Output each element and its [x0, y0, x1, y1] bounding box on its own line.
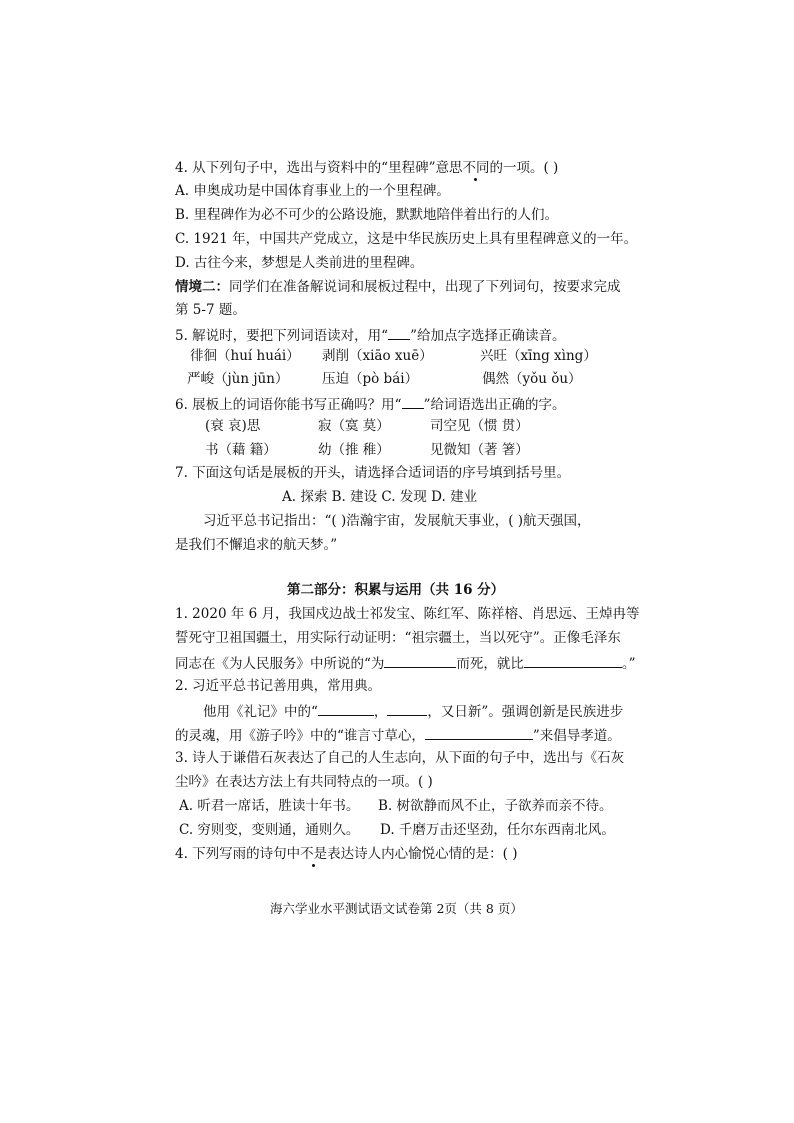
q5-stem: 5. 解说时，要把下列词语读对，用“ ”给加点字选择正确读音。	[175, 325, 565, 345]
p2-q4-emphasis: 不是	[300, 846, 328, 862]
answer-blank[interactable]	[524, 653, 622, 668]
p2-q1-line-2: 誓死守卫祖国疆土，用实际行动证明：“祖宗疆土，当以死守”。正像毛泽东	[175, 630, 621, 646]
p2-q3-line-2: 尘吟》在表达方法上有共同特点的一项。( )	[175, 774, 433, 790]
answer-blank[interactable]	[425, 725, 533, 740]
q6-item: 书（藉 籍）	[205, 442, 277, 458]
q7-options: A. 探索 B. 建设 C. 发现 D. 建业	[282, 489, 478, 505]
p2-q1-line-3: 同志在《为人民服务》中所说的“为 而死，就比 。”	[175, 653, 636, 673]
q6-item: 司空见（惯 贯）	[430, 418, 529, 434]
q4-option-d: D. 古往今来，梦想是人类前进的里程碑。	[175, 255, 424, 271]
part-2-heading: 第二部分：积累与运用（共 16 分）	[287, 582, 505, 598]
p2-q3-line-1: 3. 诗人于谦借石灰表达了自己的人生志向，从下面的句子中，选出与《石灰	[175, 750, 625, 766]
answer-blank[interactable]	[384, 653, 456, 668]
p2-q4-stem: 4. 下列写雨的诗句中不是表达诗人内心愉悦心情的是：( )	[175, 846, 518, 862]
q5-item: 压迫（pò bái）	[322, 371, 419, 387]
p2-q3-option-c: C. 穷则变，变则通，通则久。	[179, 822, 360, 838]
q6-stem: 6. 展板上的词语你能书写正确吗？用“ ”给词语选出正确的字。	[175, 394, 565, 414]
answer-blank[interactable]	[318, 701, 374, 716]
q5-item: 徘徊（huí huái）	[190, 348, 300, 364]
p2-q1-line-1: 1. 2020 年 6 月，我国戍边战士祁发宝、陈红军、陈祥榕、肖思远、王焯冉等	[175, 606, 640, 622]
q5-item: 剥削（xiāo xuē）	[322, 348, 433, 364]
q4-option-c: C. 1921 年，中国共产党成立，这是中华民族历史上具有里程碑意义的一年。	[175, 231, 638, 247]
q4-option-a: A. 申奥成功是中国体育事业上的一个里程碑。	[175, 183, 450, 199]
q4-option-b: B. 里程碑作为必不可少的公路设施，默默地陪伴着出行的人们。	[175, 207, 559, 223]
answer-blank[interactable]	[387, 701, 427, 716]
q7-stem: 7. 下面这句话是展板的开头，请选择合适词语的序号填到括号里。	[175, 465, 571, 481]
q6-item: 幼（推 稚）	[318, 442, 390, 458]
situation-2-text: 情境二：同学们在准备解说词和展板过程中，出现了下列词句，按要求完成	[175, 279, 621, 295]
p2-q3-option-b: B. 树欲静而风不止，子欲养而亲不待。	[378, 798, 613, 814]
q5-item: 兴旺（xīng xìng）	[480, 348, 597, 364]
q5-item: 严峻（jùn jūn）	[187, 371, 289, 387]
q4-stem: 4. 从下列句子中，选出与资料中的“里程碑”意思不同的一项。( )	[175, 160, 559, 176]
q6-item: 寂（寞 莫）	[318, 418, 390, 434]
p2-q2-line-3: 的灵魂，用《游子吟》中的“谁言寸草心， ”来倡导孝道。	[175, 725, 621, 745]
p2-q2-line-1: 2. 习近平总书记善用典，常用典。	[175, 678, 382, 694]
q4-stem-emphasis: 不同	[462, 160, 490, 176]
p2-q3-option-d: D. 千磨万击还坚劲，任尔东西南北风。	[380, 822, 615, 838]
q6-item: 见微知（著 箸）	[430, 442, 529, 458]
q6-item: (衰 哀)思	[205, 418, 261, 434]
p2-q2-line-2: 他用《礼记》中的“ ， ，又日新”。强调创新是民族进步	[203, 701, 623, 721]
situation-2-text-cont: 第 5-7 题。	[175, 302, 246, 318]
page-footer: 海六学业水平测试语文试卷第 2页（共 8 页）	[270, 901, 523, 916]
q7-quote: 习近平总书记指出：“( )浩瀚宇宙，发展航天事业，( )航天强国，	[203, 513, 591, 529]
q5-item: 偶然（yǒu ǒu）	[482, 371, 582, 387]
p2-q3-option-a: A. 听君一席话，胜读十年书。	[179, 798, 360, 814]
q7-quote-cont: 是我们不懈追求的航天梦。”	[175, 537, 338, 553]
